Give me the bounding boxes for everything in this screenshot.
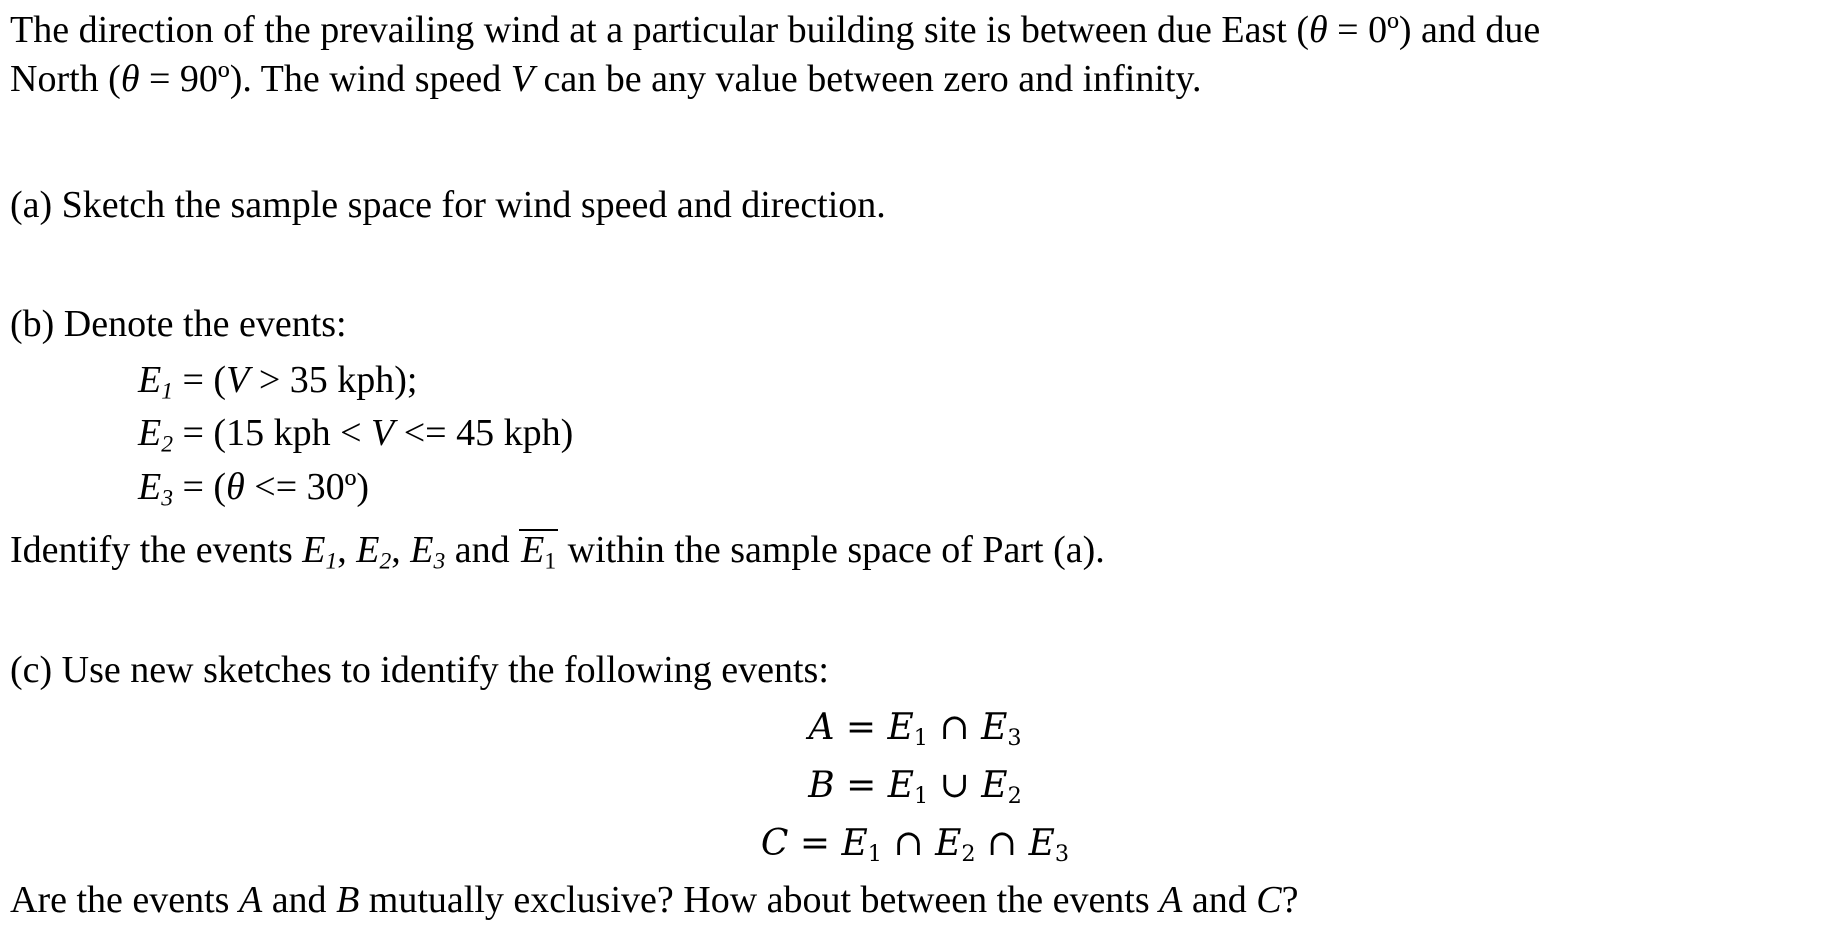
event-e-symbol: E [887,765,915,806]
event-subscript: 2 [379,548,392,575]
event-e2-definition [138,411,573,457]
wind-speed-symbol: V [226,359,250,401]
e1-text-a: = ( [173,359,227,401]
event-e-symbol: E [521,529,545,571]
part-a-text: (a) Sketch the sample space for wind speed and direction. [10,184,886,226]
e1-text-b: > 35 kph); [249,359,418,401]
event-e-symbol: E [410,529,434,571]
intersection-symbol: ∩ [928,707,982,748]
event-e-symbol: E [138,466,162,508]
intro-text-1a: The direction of the prevailing wind at a particular building site is between due East ( [10,9,1309,51]
event-subscript: 1 [325,548,338,575]
event-subscript: 2 [161,431,173,458]
final-question [10,878,1298,924]
event-e-symbol: E [935,823,962,864]
event-subscript: 1 [867,841,882,868]
intro-line-1 [10,8,1540,54]
event-c-symbol: C [760,823,789,864]
theta-symbol: θ [226,466,245,508]
event-b-symbol: B [808,765,835,806]
equation-c [0,822,1830,868]
part-c-heading: (c) Use new sketches to identify the following events: [10,649,829,691]
identify-text-a: Identify the events [10,529,303,571]
event-subscript: 1 [544,548,557,575]
equals-sign: = [834,707,888,748]
event-e3-definition [138,465,369,511]
event-subscript: 1 [161,378,173,405]
event-a-symbol: A [1159,879,1183,921]
equation-b [0,764,1830,810]
event-subscript: 3 [1007,725,1022,752]
and-text: and [262,879,337,921]
and-text: and [445,529,520,571]
intersection-symbol: ∩ [882,823,936,864]
event-b-symbol: B [336,879,360,921]
event-a-symbol: A [238,879,263,921]
complement-e1 [519,529,558,575]
intro-text-2a: North ( [10,58,121,100]
event-e-symbol: E [138,412,162,454]
event-subscript: 1 [914,783,929,810]
question-text-b: mutually exclusive? How about between the events [359,879,1160,921]
event-e-symbol: E [1028,823,1055,864]
wind-speed-symbol: V [510,58,534,100]
e3-text-a: = ( [173,466,227,508]
intro-text-2b: = 90º). The wind speed [139,58,511,100]
intro-text-1b: = 0º) and due [1327,9,1541,51]
intro-line-2 [10,57,1202,103]
theta-symbol: θ [120,58,140,100]
event-e1-definition [138,358,417,404]
theta-symbol: θ [1308,9,1328,51]
event-e-symbol: E [981,707,1008,748]
event-subscript: 3 [1054,841,1070,868]
question-text-c: ? [1281,879,1299,921]
event-e-symbol: E [138,359,162,401]
equals-sign: = [834,765,888,806]
comma: , [337,529,357,571]
event-e-symbol: E [981,765,1008,806]
union-symbol: ∪ [928,765,982,806]
and-text: and [1182,879,1257,921]
comma: , [391,529,411,571]
event-subscript: 2 [1007,783,1022,810]
e2-text-b: <= 45 kph) [394,412,574,454]
part-b-heading: (b) Denote the events: [10,303,347,345]
e2-text-a: = (15 kph < [173,412,372,454]
event-e-symbol: E [887,707,914,748]
event-subscript: 1 [913,725,928,752]
event-e-symbol: E [302,529,326,571]
intersection-symbol: ∩ [975,823,1029,864]
question-text-a: Are the events [10,879,239,921]
identify-events-line [10,528,1105,574]
identify-text-b: within the sample space of Part (a). [558,529,1105,571]
event-subscript: 3 [433,548,446,575]
equals-sign: = [788,823,842,864]
equation-a [0,706,1830,752]
event-subscript: 2 [961,841,976,868]
intro-text-2c: can be any value between zero and infinity. [533,58,1202,100]
wind-speed-symbol: V [371,412,395,454]
event-e-symbol: E [356,529,380,571]
event-a-symbol: A [808,707,835,748]
e3-text-b: <= 30º) [244,466,370,508]
event-c-symbol: C [1256,879,1282,921]
event-subscript: 3 [161,485,173,512]
event-e-symbol: E [841,823,868,864]
